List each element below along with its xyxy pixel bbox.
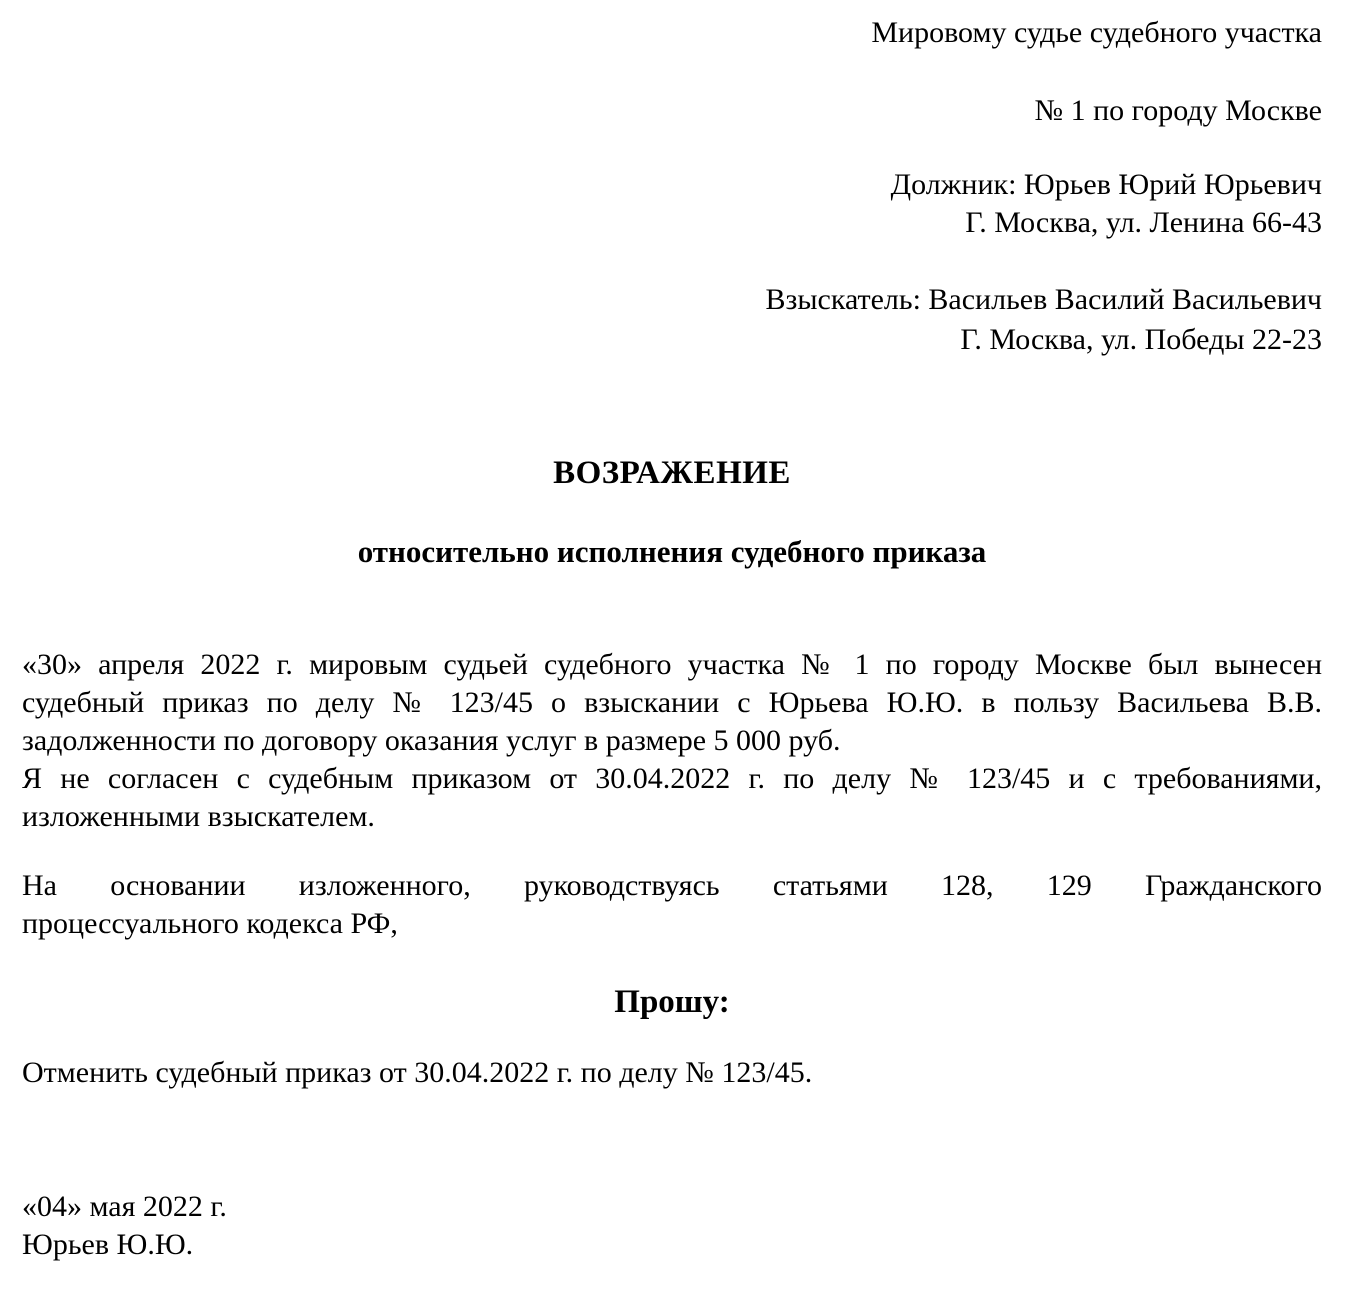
debtor-address-line: Г. Москва, ул. Ленина 66-43 (965, 206, 1322, 239)
document-subtitle: относительно исполнения судебного приказа (357, 534, 987, 569)
document-footer (22, 1188, 1322, 1264)
body-text-line: задолженности по договору оказания услуг в размере 5 000 руб. (22, 724, 841, 757)
body-text-line: судебный приказ по делу № 123/45 о взыскании с Юрьева Ю.Ю. в пользу Васильева В.В. (22, 686, 1322, 719)
body-paragraph-1 (22, 646, 1322, 760)
document-header (22, 14, 1322, 359)
body-text-line: изложенными взыскателем. (22, 800, 375, 833)
body-paragraph-3 (22, 867, 1322, 943)
body-text-line: процессуального кодекса РФ, (22, 907, 398, 940)
body-paragraph-2 (22, 760, 1322, 836)
document-title: ВОЗРАЖЕНИЕ (553, 455, 791, 491)
court-address-line-1: Мировому судье судебного участка (871, 16, 1322, 49)
court-address-line-2: № 1 по городу Москве (1034, 94, 1322, 127)
document-date: «04» мая 2022 г. (22, 1190, 227, 1223)
signature-name: Юрьев Ю.Ю. (22, 1228, 194, 1261)
debtor-name-line: Должник: Юрьев Юрий Юрьевич (890, 168, 1322, 201)
request-heading: Прошу: (614, 984, 730, 1020)
claimant-address-line: Г. Москва, ул. Победы 22-23 (960, 323, 1322, 356)
claimant-name-line: Взыскатель: Васильев Василий Васильевич (765, 283, 1322, 316)
body-text-line: Я не согласен с судебным приказом от 30.04.2022 г. по делу № 123/45 и с требованиями, (22, 762, 1322, 795)
request-text: Отменить судебный приказ от 30.04.2022 г. по делу № 123/45. (22, 1056, 813, 1089)
body-text-line: На основании изложенного, руководствуясь статьями 128, 129 Гражданского (22, 869, 1322, 902)
body-text-line: «30» апреля 2022 г. мировым судьей судебного участка № 1 по городу Москве был вынесен (22, 648, 1322, 681)
